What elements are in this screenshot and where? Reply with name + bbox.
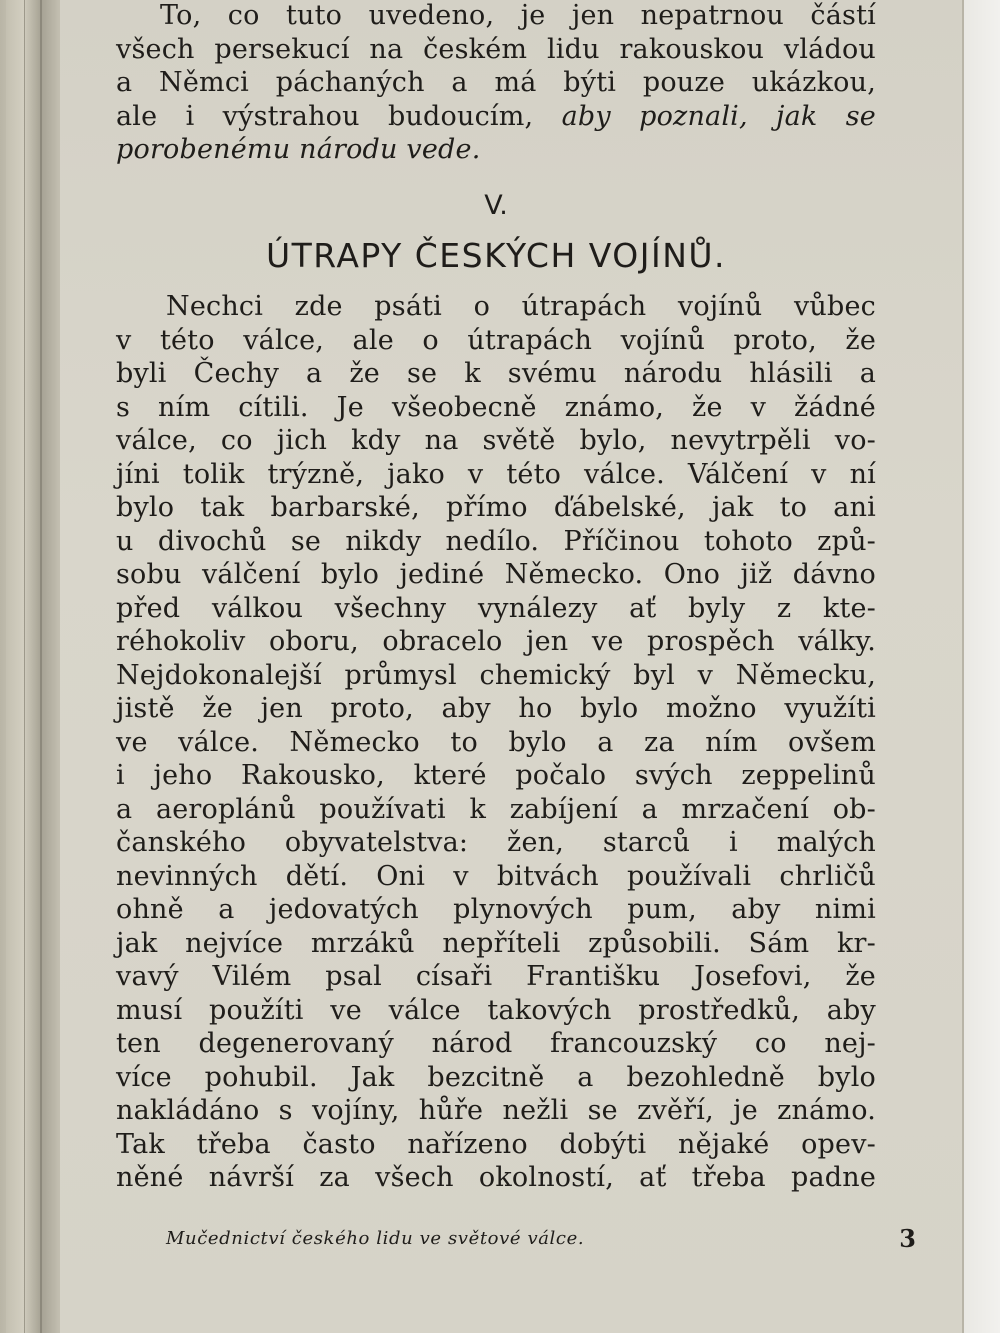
body-line: vavý Vilém psal císaři Františku Josefovi, že: [116, 961, 876, 992]
body-line: válce, co jich kdy na světě bylo, nevytrpěli vo-: [116, 425, 876, 456]
body-line: jistě že jen proto, aby ho bylo možno využíti: [116, 693, 876, 724]
body-line: jak nejvíce mrzáků nepříteli způsobili. Sám kr-: [116, 927, 876, 959]
intro-line-roman: ale i výstrahou budoucím,: [116, 100, 534, 132]
body-line: bylo tak barbarské, přímo ďábelské, jak to ani: [116, 492, 876, 523]
intro-line: a Němci páchaných a má býti pouze ukázkou,: [116, 67, 876, 98]
body-line: ve válce. Německo to bylo a za ním ovšem: [116, 726, 876, 758]
body-line: v této válce, ale o útrapách vojínů proto, že: [116, 324, 876, 356]
body-line: s ním cítili. Je všeobecně známo, že v žádné: [116, 391, 876, 423]
table-surface: [960, 0, 1000, 1333]
intro-line-mixed: [116, 100, 876, 134]
book-page: [60, 0, 964, 1333]
body-line: Nejdokonalejší průmysl chemický byl v Německu,: [116, 659, 876, 691]
body-line: byli Čechy a že se k svému národu hlásili a: [116, 358, 876, 389]
body-line: réhokoliv oboru, obracelo jen ve prospěch války.: [116, 626, 876, 657]
body-line: nakládáno s vojíny, hůře nežli se zvěří, je známo.: [116, 1095, 876, 1126]
page-stack-edge: [6, 0, 25, 1333]
body-line: čanského obyvatelstva: žen, starců i malých: [116, 827, 876, 858]
intro-line-italic: porobenému národu vede.: [116, 134, 481, 165]
body-line: jíni tolik trýzně, jako v této válce. Válčení v ní: [116, 458, 876, 490]
body-line: ten degenerovaný národ francouzský co nej-: [116, 1028, 876, 1059]
body-line: více pohubil. Jak bezcitně a bezohledně bylo: [116, 1061, 876, 1093]
intro-paragraph: [116, 0, 876, 167]
intro-line: To, co tuto uvedeno, je jen nepatrnou částí: [160, 0, 876, 31]
previous-page-edge: [0, 0, 42, 1333]
intro-line: všech persekucí na českém lidu rakouskou vládou: [116, 33, 876, 65]
body-line: musí použíti ve válce takových prostředků, aby: [116, 994, 876, 1026]
intro-line-italic-tail: aby poznali, jak se: [561, 100, 876, 132]
running-footer-title: Mučednictví českého lidu ve světové válce.: [166, 1228, 585, 1249]
page-footer: [166, 1224, 916, 1254]
body-line: sobu válčení bylo jediné Německo. Ono již dávno: [116, 559, 876, 590]
body-line: Nechci zde psáti o útrapách vojínů vůbec: [166, 291, 876, 322]
body-line: něné návrší za všech okolností, ať třeba padne: [116, 1162, 876, 1193]
body-line: Tak třeba často nařízeno dobýti nějaké opev-: [116, 1128, 876, 1160]
body-line: nevinných dětí. Oni v bitvách používali chrličů: [116, 860, 876, 892]
body-line: i jeho Rakousko, které počalo svých zeppelinů: [116, 760, 876, 791]
body-line: a aeroplánů používati k zabíjení a mrzačení ob-: [116, 793, 876, 825]
body-line: ohně a jedovatých plynových pum, aby nimi: [116, 894, 876, 925]
body-paragraph: [116, 290, 876, 1195]
section-number: V.: [484, 190, 508, 221]
body-line: před válkou všechny vynálezy ať byly z kte-: [116, 592, 876, 624]
section-title: ÚTRAPY ČESKÝCH VOJÍNŮ.: [265, 236, 727, 275]
page-number: 3: [899, 1224, 916, 1253]
body-line: u divochů se nikdy nedílo. Příčinou tohoto způ-: [116, 525, 876, 557]
